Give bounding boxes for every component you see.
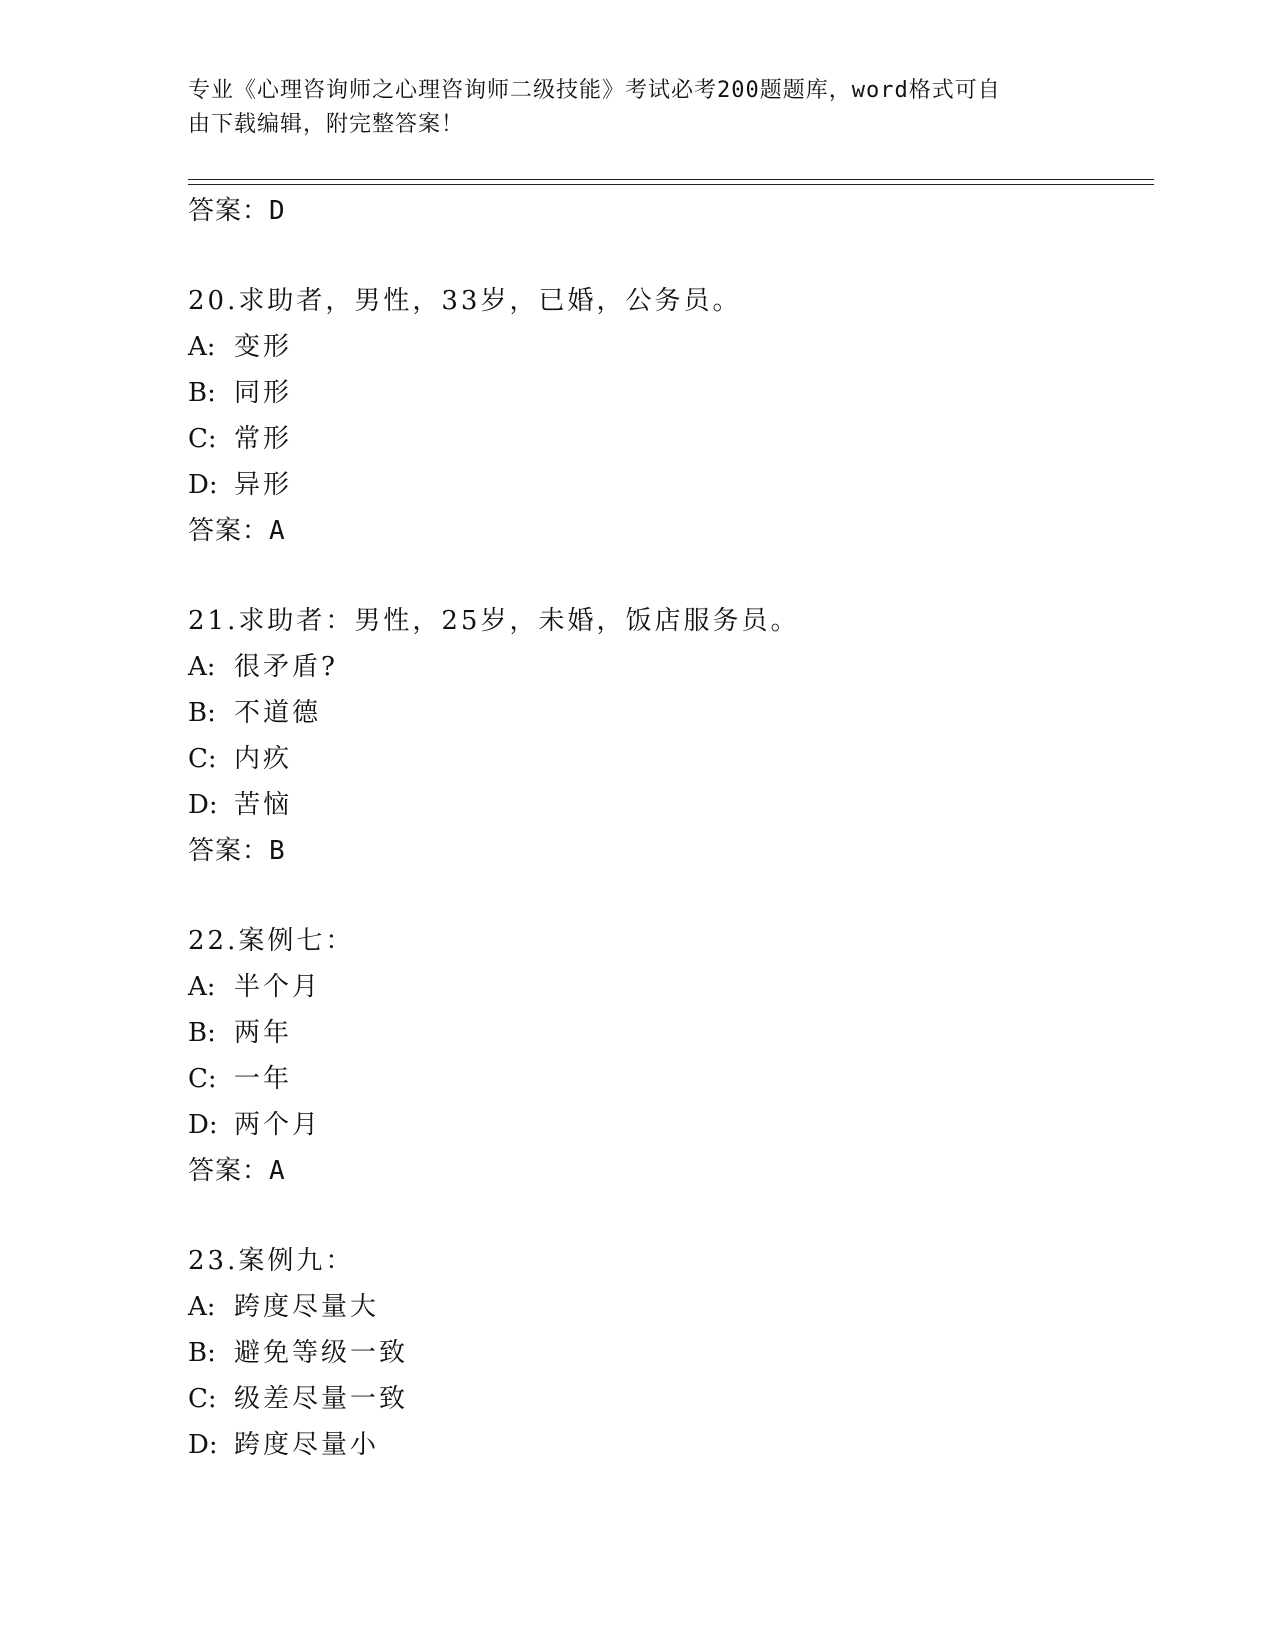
question-text: 求助者：男性，25岁，未婚，饭店服务员。	[238, 606, 800, 636]
option-letter: C:	[188, 1384, 217, 1414]
question-22	[188, 918, 1154, 1194]
header-line-2: 由下载编辑，附完整答案！	[188, 112, 465, 137]
question-number: 23.	[188, 1246, 239, 1276]
header-line-1: 专业《心理咨询师之心理咨询师二级技能》考试必考200题题库，word格式可自	[188, 78, 1001, 103]
option-c	[188, 1056, 1154, 1102]
option-d	[188, 1102, 1154, 1148]
option-letter: B:	[188, 1338, 216, 1368]
option-letter: C:	[188, 744, 217, 774]
question-number: 21.	[188, 606, 239, 636]
answer-value: D	[269, 196, 286, 226]
option-letter: D:	[188, 790, 218, 820]
answer-label: 答案：	[188, 1156, 270, 1186]
option-a	[188, 1284, 1154, 1330]
question-text: 案例七：	[238, 926, 355, 956]
question-stem	[188, 918, 1154, 964]
question-stem	[188, 1238, 1154, 1284]
question-number: 20.	[188, 286, 239, 316]
option-b	[188, 1330, 1154, 1376]
answer-line	[188, 1148, 1154, 1194]
option-text: 一年	[234, 1064, 293, 1094]
option-letter: B:	[188, 378, 216, 408]
answer-value: B	[269, 836, 286, 866]
option-b	[188, 690, 1154, 736]
question-stem	[188, 598, 1154, 644]
answer-line	[188, 508, 1154, 554]
answer-line	[188, 188, 1154, 234]
option-c	[188, 416, 1154, 462]
header-divider-top	[188, 179, 1154, 180]
option-letter: A:	[188, 332, 216, 362]
option-letter: A:	[188, 1292, 216, 1322]
option-letter: C:	[188, 1064, 217, 1094]
option-letter: B:	[188, 1018, 216, 1048]
option-text: 避免等级一致	[234, 1338, 409, 1368]
option-d	[188, 462, 1154, 508]
option-text: 级差尽量一致	[234, 1384, 409, 1414]
header-divider-bottom	[188, 184, 1154, 185]
question-text: 求助者，男性，33岁，已婚，公务员。	[238, 286, 742, 316]
answer-line	[188, 828, 1154, 874]
option-c	[188, 1376, 1154, 1422]
document-header	[188, 74, 1068, 142]
option-c	[188, 736, 1154, 782]
option-text: 常形	[234, 424, 293, 454]
option-text: 跨度尽量大	[234, 1292, 380, 1322]
answer-label: 答案：	[188, 196, 270, 226]
option-letter: A:	[188, 652, 216, 682]
option-text: 很矛盾?	[234, 652, 338, 682]
option-d	[188, 1422, 1154, 1468]
question-text: 案例九：	[238, 1246, 355, 1276]
option-letter: D:	[188, 470, 218, 500]
option-letter: C:	[188, 424, 217, 454]
question-list	[188, 188, 1154, 1468]
option-text: 异形	[234, 470, 293, 500]
question-number: 22.	[188, 926, 239, 956]
option-text: 两年	[234, 1018, 293, 1048]
option-text: 变形	[234, 332, 293, 362]
option-a	[188, 964, 1154, 1010]
option-d	[188, 782, 1154, 828]
option-b	[188, 1010, 1154, 1056]
option-text: 不道德	[234, 698, 322, 728]
option-b	[188, 370, 1154, 416]
option-text: 两个月	[234, 1110, 322, 1140]
option-a	[188, 644, 1154, 690]
option-letter: D:	[188, 1110, 218, 1140]
question-20	[188, 278, 1154, 554]
option-letter: D:	[188, 1430, 218, 1460]
answer-label: 答案：	[188, 836, 270, 866]
option-text: 苦恼	[234, 790, 293, 820]
question-stem	[188, 278, 1154, 324]
answer-label: 答案：	[188, 516, 270, 546]
option-letter: B:	[188, 698, 216, 728]
option-letter: A:	[188, 972, 216, 1002]
answer-value: A	[269, 516, 286, 546]
option-a	[188, 324, 1154, 370]
question-23	[188, 1238, 1154, 1468]
question-21	[188, 598, 1154, 874]
option-text: 内疚	[234, 744, 293, 774]
option-text: 半个月	[234, 972, 322, 1002]
answer-value: A	[269, 1156, 286, 1186]
option-text: 跨度尽量小	[234, 1430, 380, 1460]
option-text: 同形	[234, 378, 293, 408]
